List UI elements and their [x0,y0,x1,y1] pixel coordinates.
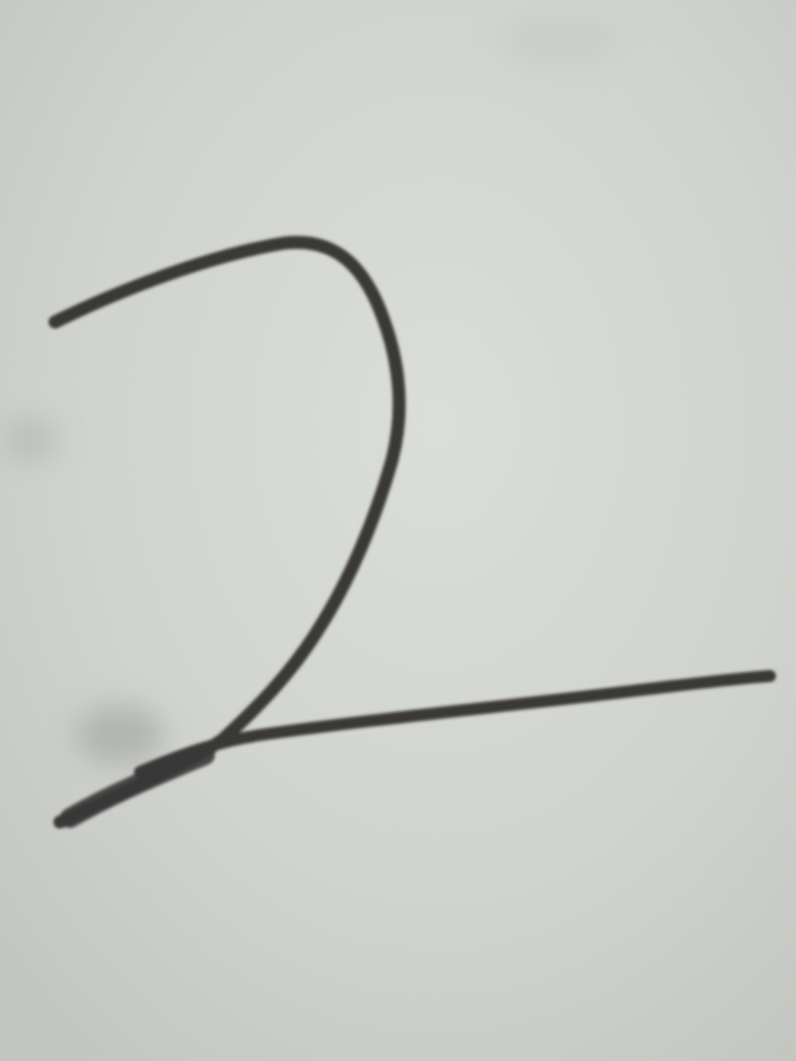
digit-stroke-heavy-corner [70,755,205,818]
digit-stroke-curve [55,242,399,822]
